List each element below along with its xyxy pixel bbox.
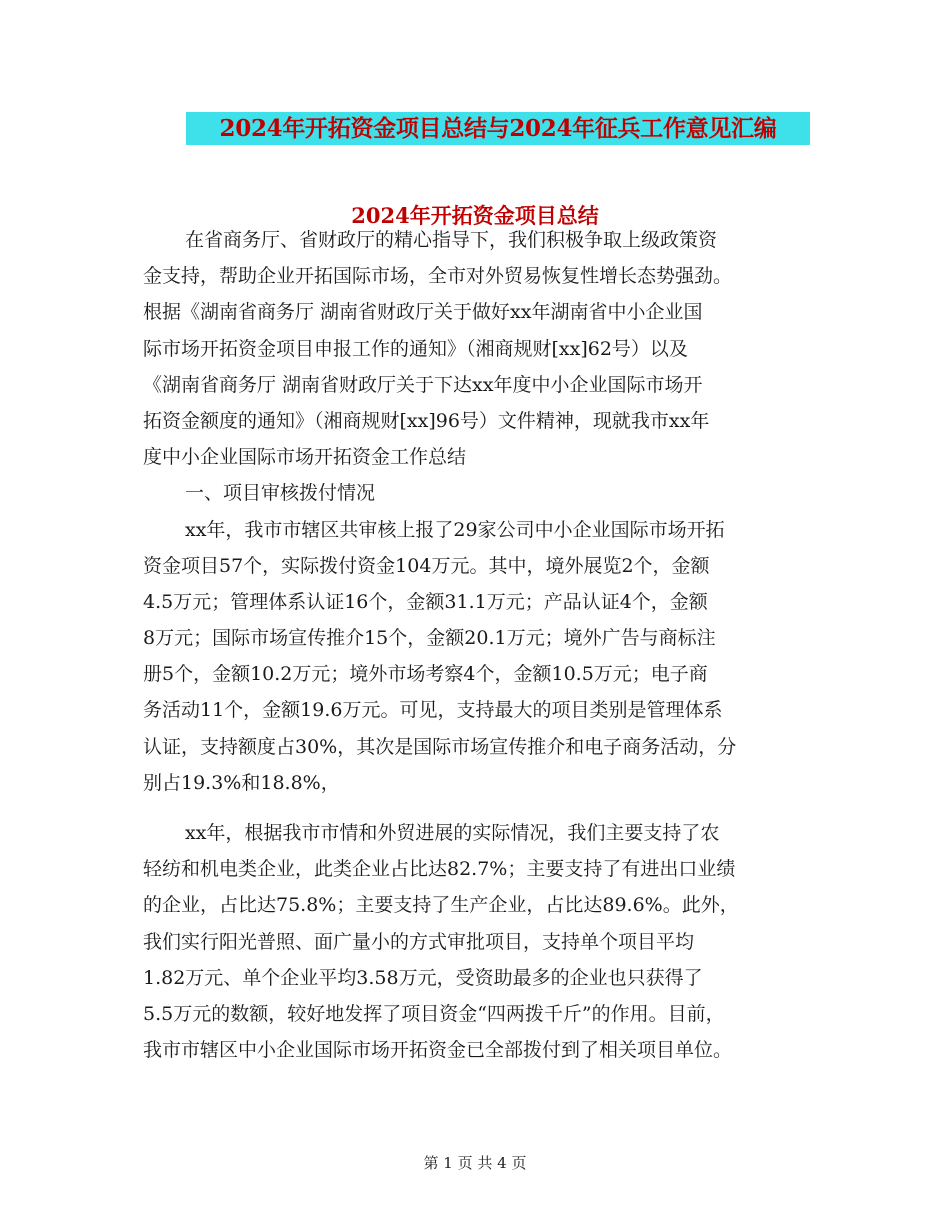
paragraph-line: 1.82万元、单个企业平均3.58万元，受资助最多的企业也只获得了 (143, 966, 703, 989)
paragraph-line: 根据《湖南省商务厅 湖南省财政厅关于做好xx年湖南省中小企业国 (143, 301, 703, 324)
paragraph-line: 轻纺和机电类企业，此类企业占比达82.7%；主要支持了有进出口业绩 (143, 858, 736, 881)
document-title: 2024年开拓资金项目总结与2024年征兵工作意见汇编 (186, 112, 810, 145)
page-number: 第 1 页 共 4 页 (423, 1154, 527, 1172)
paragraph-line: 我们实行阳光普照、面广量小的方式审批项目，支持单个项目平均 (143, 930, 695, 953)
paragraph-line: 我市市辖区中小企业国际市场开拓资金已全部拨付到了相关项目单位。 (143, 1039, 733, 1062)
paragraph-line: 《湖南省商务厅 湖南省财政厅关于下达xx年度中小企业国际市场开 (143, 373, 703, 396)
body-text (143, 222, 811, 801)
heading-line: 一、项目审核拨付情况 (185, 482, 376, 505)
paragraph-line: 金支持，帮助企业开拓国际市场，全市对外贸易恢复性增长态势强劲。 (143, 265, 733, 288)
paragraph-line: xx年，根据我市市情和外贸进展的实际情况，我们主要支持了农 (185, 822, 720, 844)
paragraph-line: 度中小企业国际市场开拓资金工作总结 (143, 446, 467, 469)
paragraph-line: xx年，我市市辖区共审核上报了29家公司中小企业国际市场开拓 (185, 518, 725, 541)
section-title: 2024年开拓资金项目总结 (351, 203, 599, 228)
paragraph-line: 8万元；国际市场宣传推介15个，金额20.1万元；境外广告与商标注 (143, 627, 716, 650)
paragraph-line: 拓资金额度的通知》（湘商规财[xx]96号）文件精神，现就我市xx年 (143, 409, 710, 432)
paragraph-line: 际市场开拓资金项目申报工作的通知》（湘商规财[xx]62号）以及 (143, 337, 688, 360)
paragraph-line: 在省商务厅、省财政厅的精心指导下，我们积极争取上级政策资 (185, 229, 718, 251)
body-text (143, 815, 811, 1068)
paragraph-line: 资金项目57个，实际拨付资金104万元。其中，境外展览2个，金额 (143, 554, 710, 577)
paragraph-line: 4.5万元；管理体系认证16个，金额31.1万元；产品认证4个，金额 (143, 590, 708, 613)
paragraph-line: 册5个，金额10.2万元；境外市场考察4个，金额10.5万元；电子商 (143, 663, 708, 686)
paragraph-line: 认证，支持额度占30%，其次是国际市场宣传推介和电子商务活动，分 (143, 735, 737, 758)
paragraph-line: 别占19.3%和18.8%， (143, 771, 340, 794)
paragraph-line: 务活动11个，金额19.6万元。可见，支持最大的项目类别是管理体系 (143, 699, 723, 722)
paragraph-line: 5.5万元的数额，较好地发挥了项目资金“四两拨千斤”的作用。目前， (143, 1002, 725, 1025)
paragraph-line: 的企业，占比达75.8%；主要支持了生产企业，占比达89.6%。此外， (143, 894, 739, 917)
